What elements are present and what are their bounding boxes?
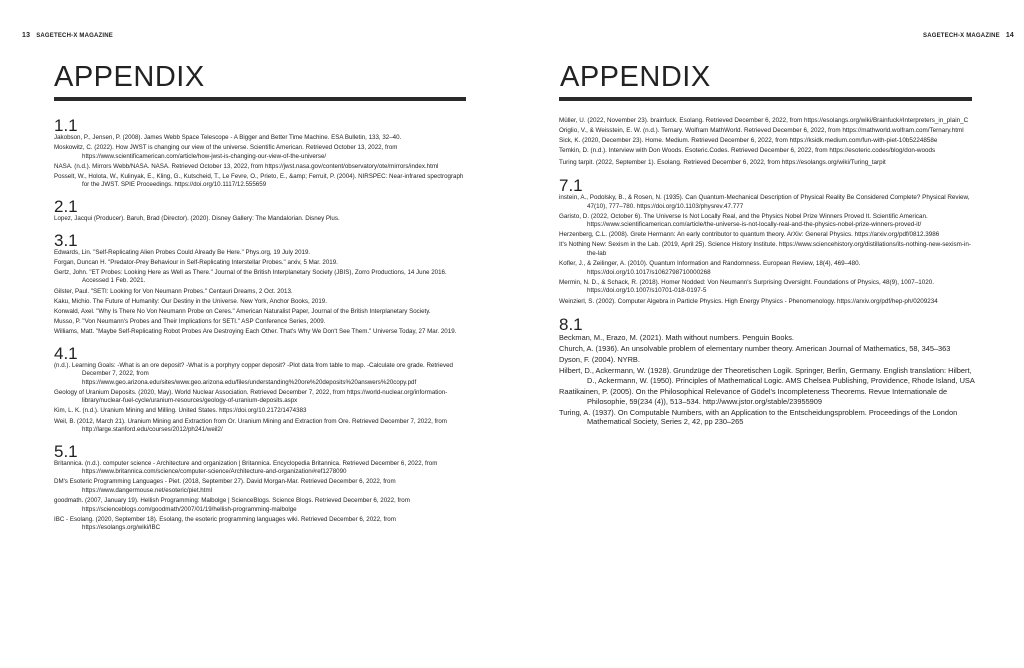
reference-entry: Konwald, Axel. "Why Is There No Von Neumann Probe on Ceres." American Naturalist Paper, Journal of the British Interplanetary Society. [54,307,431,315]
section-number: 5.1 [54,441,78,461]
reference-entry: Sick, K. (2020, December 23). Home. Medium. Retrieved December 6, 2022, from https://ksidk.medium.com/fun-with-piet-10b5224858e [559,137,938,145]
reference-entry: Turing tarpit. (2022, September 1). Esolang. Retrieved December 6, 2022, from https://esolangs.org/wiki/Turing_tarpit [559,158,886,166]
reference-entry: Dyson, F. (2004). NYRB. [559,355,640,365]
reference-entry: Kim, L. K. (n.d.). Uranium Mining and Milling. United States. https://doi.org/10.2172/1474383 [54,407,307,415]
reference-entry: goodmath. (2007, January 19). Hellish Programming: Malbolge | ScienceBlogs. Science Blogs. Retrieved December 6, 2022, from https://scienceblogs.com/goodmath/2007/01/19/hellish-programming-malbolge [54,497,410,513]
section-number: 3.1 [54,230,78,250]
page-number: 14 [1005,32,1014,39]
reference-entry: (n.d.). Learning Goals: -What is an ore deposit? -What is a porphyry copper deposit? -Plot data from table to map. -Calculate ore grade. Retrieved December 7, 2022, from https://www.geo.arizona.edu/sites/www.geo.arizona.edu/files/understanding%20ore%20deposits%20answers%20copy.pdf [54,361,453,386]
reference-entry: Britannica. (n.d.). computer science - Architecture and organization | Britannica. Encyclopedia Britannica. Retrieved December 6, 2022, from https://www.britannica.com/science/computer-science/Architecture-and-organization#ref1278090 [54,459,438,476]
reference-entry: Garisto, D. (2022, October 6). The Universe Is Not Locally Real, and the Physics Nobel Prize Winners Proved It. Scientific American. https://www.scientificamerican.com/article/the-universe-is-not-locally-real-and-the-physics-nobel-prize-winners-proved-it/ [559,212,928,229]
section-number: 1.1 [54,116,78,135]
section-number: 7.1 [559,175,583,195]
section-number: 4.1 [54,343,78,363]
left-folio [22,32,113,39]
left-references [54,117,466,541]
section-4-1 [54,345,466,435]
reference-entry: Temkin, D. (n.d.). Interview with Don Woods. Esoteric.Codes. Retrieved December 6, 2022, from https://esoteric.codes/blog/don-woods [559,147,936,155]
reference-entry: Raatikainen, P. (2005). On the Philosophical Relevance of Gödel's Incompleteness Theorems. Revue Internationale de Philosophie, 59(234 (4)), 513–534. http://www.jstor.org/stable/23955909 [559,387,948,406]
reference-entry: Geology of Uranium Deposits. (2020, May). World Nuclear Association. Retrieved December 7, 2022, from https://world-nuclear.org/information-library/nuclear-fuel-cycle/uranium-resources/geology-of-uranium-deposits.aspx [54,388,448,405]
reference-entry: Beckman, M., Erazo, M. (2021). Math without numbers. Penguin Books. [559,333,794,343]
reference-entry: instein, A., Podolsky, B., & Rosen, N. (1935). Can Quantum-Mechanical Description of Physical Reality Be Considered Complete? Physical Review, 47(10), 777–780. https://doi.org/10.1103/physrev.47.777 [559,193,970,210]
reference-entry: Jakobson, P., Jensen, P. (2008). James Webb Space Telescope - A Bigger and Better Time Machine. ESA Bulletin, 133, 32–40. [54,134,402,141]
continued-references [559,117,979,167]
reference-entry: Hilbert, D., Ackermann, W. (1928). Grundzüge der Theoretischen Logik. Springer, Berlin, Germany. English translation: Hilbert, D., Ackermann, W. (1950). Principles of Mathematical Logic. AMS Chelsea Publishing, Providence, Rhode Island, USA [559,366,975,385]
reference-entry: IBC - Esolang. (2020, September 18). Esolang, the esoteric programming languages wiki. Retrieved December 6, 2022, from https://esolangs.org/wiki/IBC [54,515,396,532]
reference-entry: Williams, Matt. "Maybe Self-Replicating Robot Probes Are Destroying Each Other. That's Why We Don't See Them." Universe Today, 27 Mar. 2019. [54,327,457,335]
reference-entry: Kofler, J., & Zeilinger, A. (2010). Quantum Information and Randomness. European Review, 18(4), 469–480. https://doi.org/10.1017/s1062798710000268 [559,260,861,276]
page-number: 13 [22,32,31,39]
reference-entry: Musso, P. "Von Neumann's Probes and Their Implications for SETI." ASP Conference Series, 2009. [54,317,326,325]
reference-entry: Lopez, Jacqui (Producer). Baruh, Brad (Director). (2020). Disney Gallery: The Mandalorian. Disney Plus. [54,215,340,223]
section-8-1 [559,316,979,427]
section-3-1 [54,232,466,337]
title-rule [54,97,466,101]
reference-entry: It's Nothing New: Sexism in the Lab. (2019, April 25). Science History Institute. https://www.sciencehistory.org/distillations/its-nothing-new-sexism-in-the-lab [559,241,971,258]
section-2-1 [54,198,466,224]
right-references [559,117,979,429]
reference-entry: Müller, U. (2022, November 23). brainfuck. Esolang. Retrieved December 6, 2022, from https://esolangs.org/wiki/Brainfuck#Interpreters_in_plain_C [559,117,969,124]
reference-entry: NASA. (n.d.). Mirrors Webb/NASA. NASA. Retrieved October 13, 2022, from https://jwst.nasa.gov/content/observatory/ote/mirrors/index.html [54,162,439,170]
section-number: 8.1 [559,315,583,335]
reference-entry: Herzenberg, C.L. (2008). Grete Hermann: An early contributor to quantum theory. ArXiv: General Physics. https://arxiv.org/pdf/0812.3986 [559,231,940,239]
reference-entry: Gilster, Paul. "SETI: Looking for Von Neumann Probes." Centauri Dreams, 2 Oct. 2013. [54,287,293,295]
reference-entry: DM's Esoteric Programming Languages - Piet. (2018, September 27). David Morgan-Mar. Retrieved December 6, 2022, from https://www.dangermouse.net/esoteric/piet.html [54,478,396,495]
title-rule [559,97,972,101]
section-5-1 [54,443,466,533]
reference-entry: Edwards, Lin. "Self-Replicating Alien Probes Could Already Be Here." Phys.org, 19 July 2019. [54,248,311,256]
right-folio [923,32,1014,39]
magazine-name: SAGETECH-X MAGAZINE [923,33,1000,39]
section-7-1 [559,177,979,306]
section-number: 2.1 [54,197,78,217]
reference-entry: Kaku, Michio. The Future of Humanity: Our Destiny in the Universe. New York, Anchor Books, 2019. [54,297,327,305]
page-title: APPENDIX [54,61,205,93]
reference-entry: Posselt, W., Holota, W., Kulinyak, E., Kling, G., Kutscheid, T., Le Fevre, O., Prieto, E., &amp; Ferruit, P. (2004). NIRSPEC: Near-infrared spectrograph for the JWST. SPIE Proceedings. https://doi.org/10.1117/12.555659 [54,172,464,189]
reference-entry: Weinzierl, S. (2002). Computer Algebra in Particle Physics. High Energy Physics - Phenomenology. https://arxiv.org/pdf/hep-ph/0209234 [559,297,938,305]
reference-entry: Turing, A. (1937). On Computable Numbers, with an Application to the Entscheidungsproblem. Proceedings of the London Mathematical Society, Series 2, 42, pp 230–265 [559,407,958,427]
reference-entry: Church, A. (1936). An unsolvable problem of elementary number theory. American Journal of Mathematics, 58, 345–363 [559,344,951,354]
reference-entry: Forgan, Duncan H. "Predator-Prey Behaviour in Self-Replicating Interstellar Probes." arxiv, 5 Mar. 2019. [54,258,338,266]
section-1-1 [54,117,466,190]
reference-entry: Gertz, John. "ET Probes: Looking Here as Well as There." Journal of the British Interplanetary Society (JBIS), Zorro Productions, 14 June 2016. Accessed 1 Feb. 2021. [54,268,447,285]
reference-entry: Origlio, V., & Weisstein, E. W. (n.d.). Ternary. Wolfram MathWorld. Retrieved December 6, 2022, from https://mathworld.wolfram.com/Ternary.html [559,127,964,135]
reference-entry: Weil, B. (2012, March 21). Uranium Mining and Extraction from Or. Uranium Mining and Extraction from Ore. Retrieved December 7, 2022, from http://large.stanford.edu/courses/2012/ph241/weil2/ [54,417,447,434]
page-title: APPENDIX [560,61,711,93]
reference-entry: Moskowitz, C. (2022). How JWST is changing our view of the universe. Scientific American. Retrieved October 13, 2022, from https://www.scientificamerican.com/article/how-jwst-is-changing-our-view-of-the-universe/ [54,144,398,160]
right-page [512,0,1024,668]
reference-entry: Mermin, N. D., & Schack, R. (2018). Homer Nodded: Von Neumann's Surprising Oversight. Foundations of Physics, 48(9), 1007–1020. https://doi.org/10.1007/s10701-018-0197-5 [559,278,934,295]
magazine-name: SAGETECH-X MAGAZINE [36,33,113,39]
